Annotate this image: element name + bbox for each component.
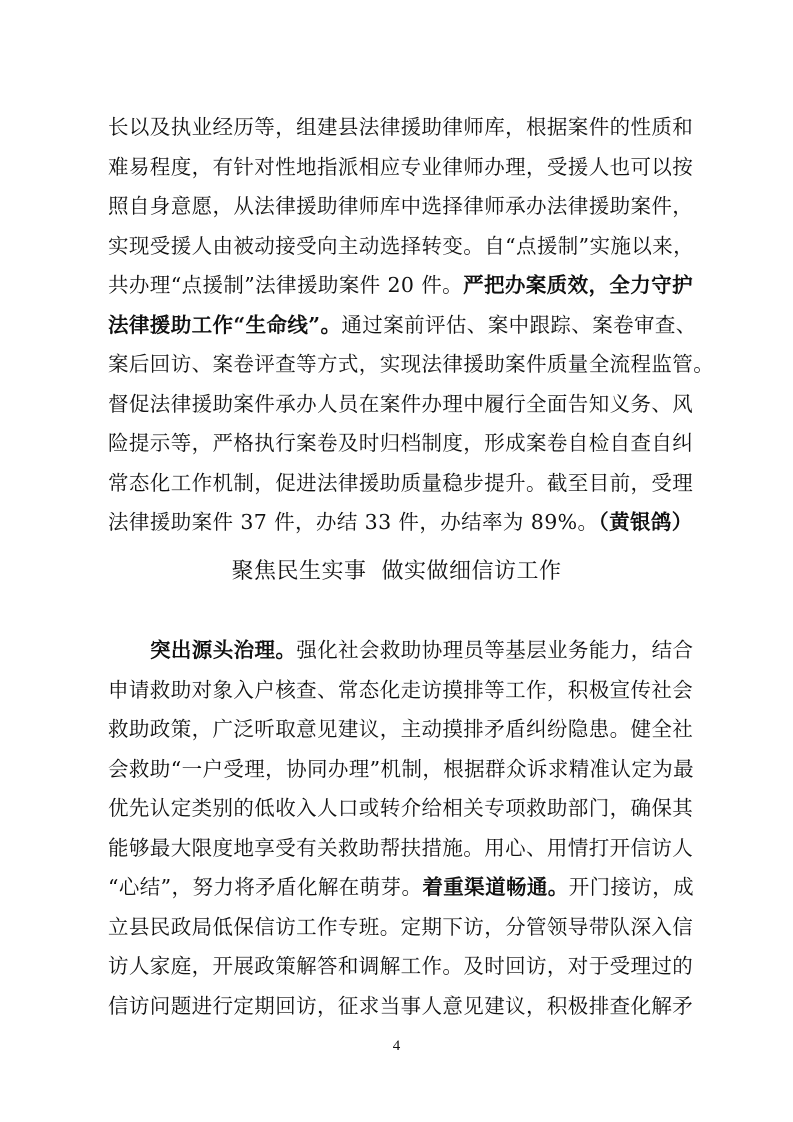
- text-line: [108, 672, 694, 708]
- text-run: 常态化工作机制，促进法律援助质量稳步提升。截至目前，受理: [108, 470, 694, 495]
- text-run: 险提示等，严格执行案卷及时归档制度，形成案卷自检自查自纠: [108, 431, 694, 455]
- text-run: 开门接访，成: [568, 875, 695, 899]
- text-line: [108, 307, 697, 343]
- text-line: [108, 869, 695, 905]
- text-line: [108, 711, 694, 747]
- text-run: 长以及执业经历等，组建县法律援助律师库，根据案件的性质和: [108, 115, 694, 139]
- text-run: 申请救助对象入户核查、常态化走访摸排等工作，积极宣传社会: [108, 677, 694, 702]
- bold-lead-phrase: 法律援助工作“生命线”。: [108, 312, 342, 337]
- text-run: 难易程度，有针对性地指派相应专业律师办理，受援人也可以按: [108, 154, 694, 179]
- text-run: 照自身意愿，从法律援助律师库中选择律师承办法律援助案件，: [108, 194, 694, 218]
- text-line: [108, 267, 693, 303]
- text-line: [108, 830, 694, 866]
- page-number: 4: [392, 1038, 401, 1054]
- text-run: “心结”，努力将矛盾化解在萌芽。: [108, 875, 423, 899]
- text-line: [108, 109, 694, 145]
- bold-lead-phrase: 突出源头治理。: [150, 638, 297, 662]
- text-run: 强化社会救助协理员等基层业务能力，结合: [296, 638, 694, 662]
- text-line: [108, 425, 694, 461]
- text-line: [108, 909, 694, 945]
- text-line: [150, 632, 694, 668]
- text-run: 案后回访、案卷评查等方式，实现法律援助案件质量全流程监管。: [108, 352, 715, 376]
- bold-lead-phrase: 严把办案质效，全力守护: [463, 273, 693, 297]
- text-run: 会救助“一户受理，协同办理”机制，根据群众诉求精准认定为最: [108, 756, 695, 781]
- text-line: [108, 386, 694, 422]
- text-line: [108, 988, 694, 1024]
- text-run: 通过案前评估、案中跟踪、案卷审查、: [341, 312, 697, 337]
- text-line: [108, 751, 695, 787]
- text-run: 共办理“点援制”法律援助案件 20 件。: [108, 273, 464, 297]
- text-run: 督促法律援助案件承办人员在案件办理中履行全面告知义务、风: [108, 391, 694, 416]
- bold-lead-phrase: （黄银鸽）: [598, 510, 693, 534]
- section-heading: 聚焦民生实事 做实做细信访工作: [231, 559, 562, 584]
- text-run: 访人家庭，开展政策解答和调解工作。及时回访，对于受理过的: [108, 954, 694, 978]
- text-line: [108, 188, 694, 224]
- text-line: [108, 948, 694, 984]
- text-run: 信访问题进行定期回访，征求当事人意见建议，积极排查化解矛: [108, 993, 694, 1018]
- bold-lead-phrase: 着重渠道畅通。: [422, 875, 569, 899]
- text-run: 能够最大限度地享受有关救助帮扶措施。用心、用情打开信访人: [108, 835, 694, 860]
- text-run: 立县民政局低保信访工作专班。定期下访，分管领导带队深入信: [108, 914, 694, 939]
- text-line: [108, 504, 693, 540]
- text-line: [108, 790, 694, 826]
- text-line: [108, 465, 694, 501]
- text-line: [108, 228, 695, 264]
- text-run: 实现受援人由被动接受向主动选择转变。自“点援制”实施以来，: [108, 233, 695, 258]
- text-run: 法律援助案件 37 件，办结 33 件，办结率为 89%。: [108, 510, 599, 534]
- text-run: 救助政策，广泛听取意见建议，主动摸排矛盾纠纷隐患。健全社: [108, 717, 694, 741]
- text-run: 优先认定类别的低收入人口或转介给相关专项救助部门，确保其: [108, 796, 694, 820]
- text-line: [108, 149, 694, 185]
- text-line: [108, 346, 715, 382]
